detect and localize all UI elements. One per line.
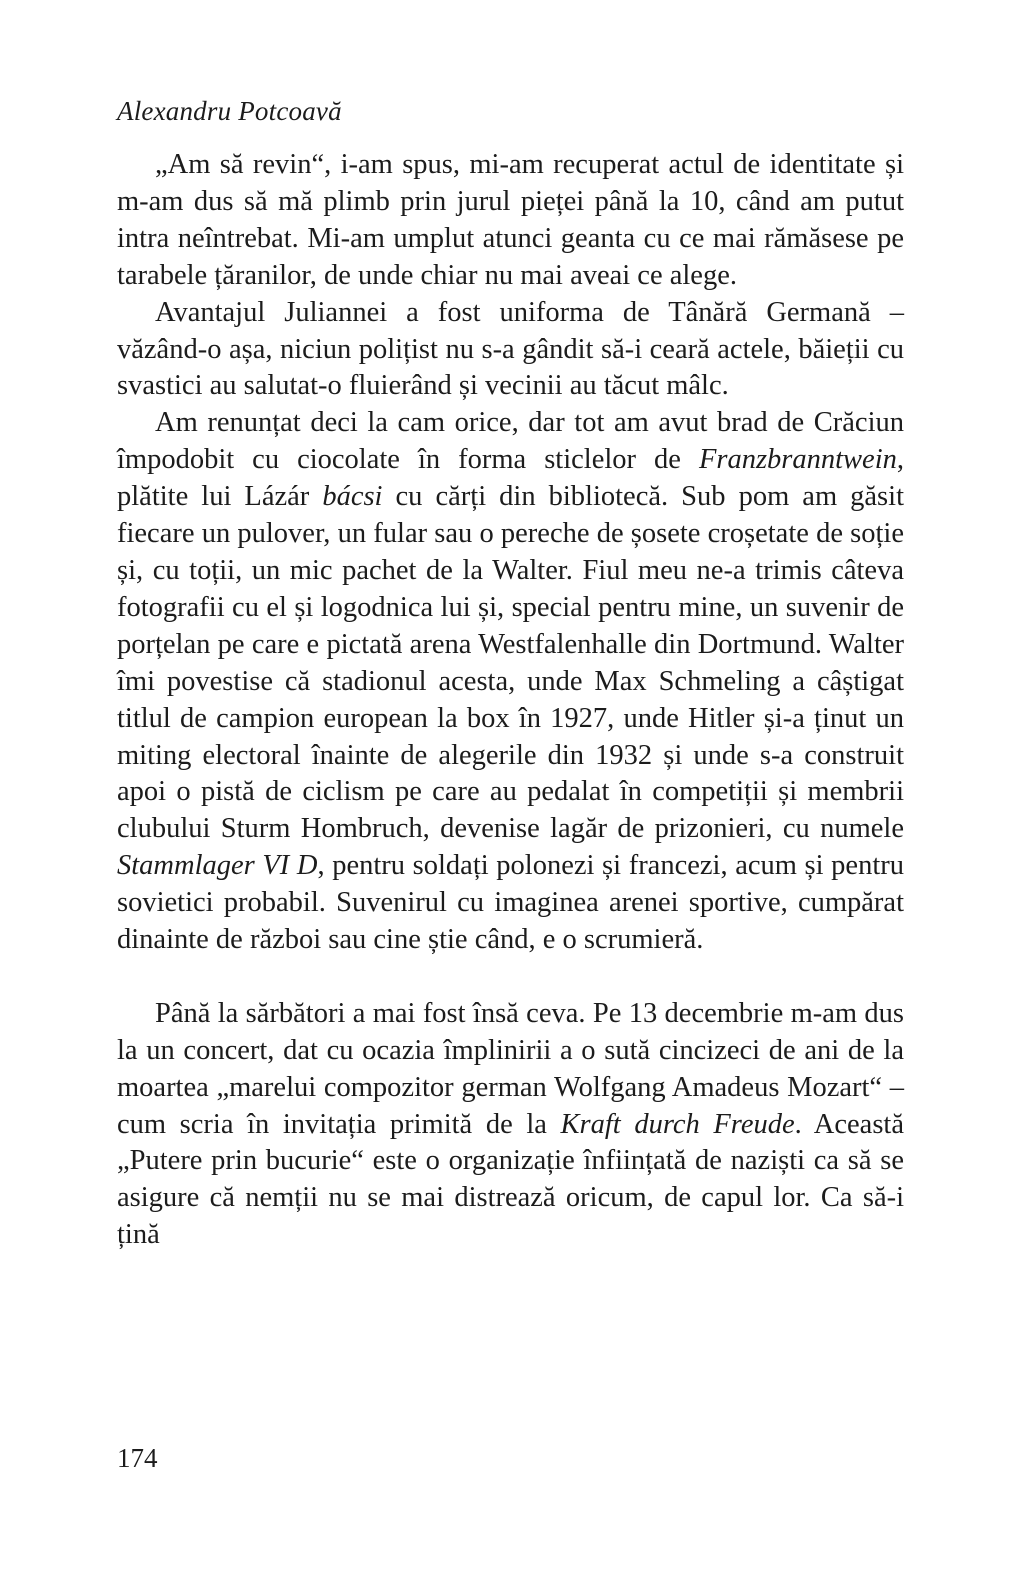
italic-term: bácsi [322, 481, 383, 513]
book-page [117, 0, 904, 1575]
section-break [117, 959, 904, 996]
body-text [117, 147, 904, 1254]
italic-term: Kraft durch Freude [560, 1108, 795, 1140]
paragraph [117, 147, 904, 295]
text-run: Am renunțat deci la cam orice, dar tot am avut brad de Crăciun împodobit cu ciocolate în forma sticlelor de [117, 407, 904, 476]
text-run: Avantajul Juliannei a fost uniforma de Tânără Germană – văzând-o așa, niciun polițist nu s-a gândit să-i ceară actele, băieții cu svastici au salutat-o fluierând și vecinii au tăcut mâlc. [117, 296, 904, 402]
paragraph [117, 996, 904, 1254]
running-head-author: Alexandru Potcoavă [117, 96, 342, 126]
paragraph [117, 295, 904, 406]
text-run: cu cărți din bibliotecă. Sub pom am găsit fiecare un pulover, un fular sau o pereche de șosete croșetate de soție și, cu toții, un mic pachet de la Walter. Fiul meu ne-a trimis câteva fotografii cu el și logodnica lui și, special pentru mine, un suvenir de porțelan pe care e pictată arena Westfalenhalle din Dortmund. Walter îmi povestise că stadionul acesta, unde Max Schmeling a câștigat titlul de campion european la box în 1927, unde Hitler și-a ținut un miting electoral înainte de alegerile din 1932 și unde s-a construit apoi o pistă de ciclism pe care au pedalat în competiții și membrii clubului Sturm Hombruch, devenise lagăr de prizonieri, cu numele [117, 481, 904, 845]
page-number: 174 [117, 1443, 158, 1473]
text-run: Până la sărbători a mai fost însă ceva. Pe 13 decembrie m-am dus la un concert, dat cu ocazia împlinirii a o sută cincizeci de ani de la moartea „marelui compozitor german Wolfgang Amadeus Mozart“ – cum scria în invitația primită de la [117, 997, 904, 1140]
text-run: . Această „Putere prin bucurie“ este o organizație înființată de naziști ca să se asigure că nemții nu se mai distrează oricum, de capul lor. Ca să-i țină [117, 1108, 904, 1251]
text-run: , plătite lui Lázár [117, 444, 904, 513]
text-run: , pentru soldați polonezi și francezi, acum și pentru sovietici probabil. Suvenirul cu imaginea arenei sportive, cumpărat dinainte de război sau cine știe când, e o scrumieră. [117, 850, 904, 956]
italic-term: Franzbranntwein [698, 444, 897, 476]
paragraph [117, 405, 904, 959]
text-run: „Am să revin“, i-am spus, mi-am recuperat actul de identitate și m-am dus să mă plimb prin jurul pieței până la 10, când am putut intra neîntrebat. Mi-am umplut atunci geanta cu ce mai rămăsese pe tarabele țăranilor, de unde chiar nu mai aveai ce alege. [117, 149, 904, 291]
italic-term: Stammlager VI D [117, 850, 318, 882]
